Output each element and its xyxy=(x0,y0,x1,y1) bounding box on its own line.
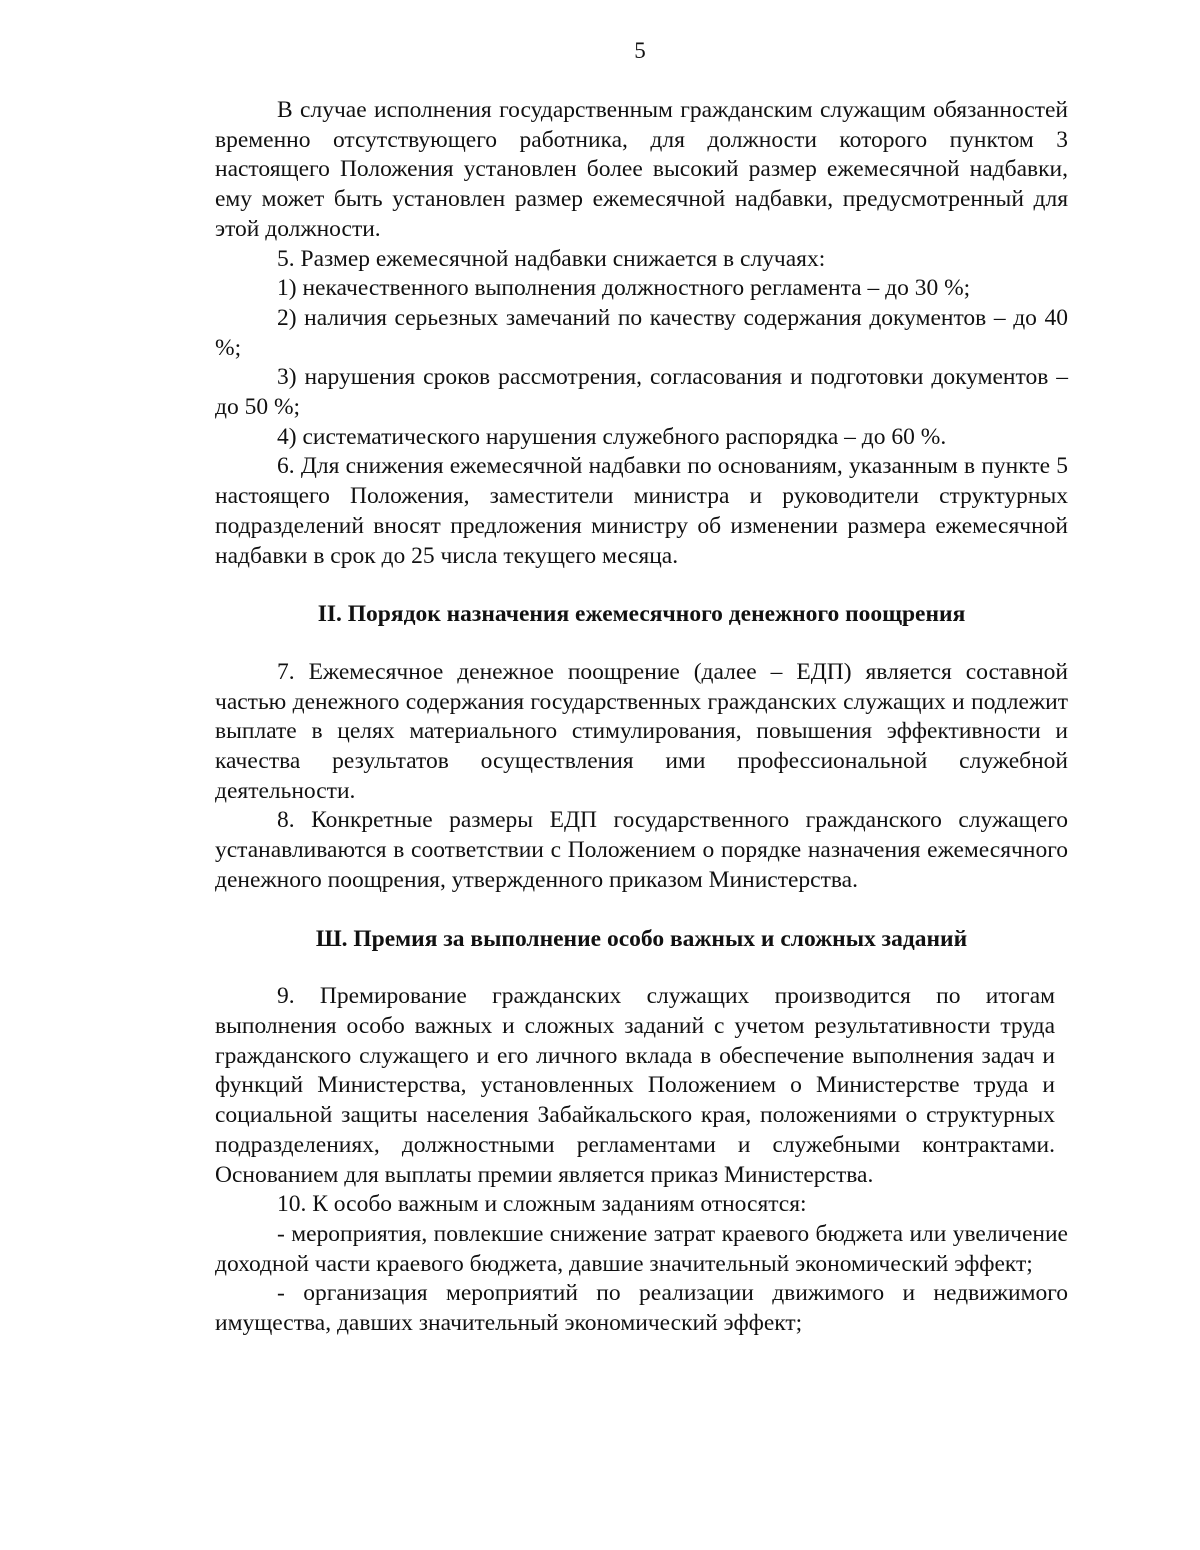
paragraph-5-item-1: 1) некачественного выполнения должностного регламента – до 30 %; xyxy=(277,275,971,302)
paragraph-5-item-2: 2) наличия серьезных замечаний по качеству содержания документов – до 40 %; xyxy=(215,304,1068,361)
paragraph-5-intro: 5. Размер ежемесячной надбавки снижается в случаях: xyxy=(277,245,826,272)
document-body xyxy=(215,96,1068,1339)
section-3-body xyxy=(215,982,1055,1220)
paragraph-7: 7. Ежемесячное денежное поощрение (далее – ЕДП) является составной частью денежного содержания государственных гражданских служащих и подлежит выплате в целях материального стимулирования, повышения эффективности и качества результатов осуществления ими профессиональной служебной деятельности. xyxy=(215,658,1068,804)
paragraph-6: 6. Для снижения ежемесячной надбавки по основаниям, указанным в пункте 5 настоящего Положения, заместители министра и руководители структурных подразделений вносят предложения министру об изменении размера ежемесячной надбавки в срок до 25 числа текущего месяца. xyxy=(215,453,1068,569)
section-3-heading: Ш. Премия за выполнение особо важных и сложных заданий xyxy=(315,925,968,952)
list-item-budget-measures: - мероприятия, повлекшие снижение затрат краевого бюджета или увеличение доходной части краевого бюджета, давшие значительный экономический эффект; xyxy=(215,1220,1068,1277)
section-2-heading: II. Порядок назначения ежемесячного денежного поощрения xyxy=(317,601,966,628)
paragraph-5-item-4: 4) систематического нарушения служебного распорядка – до 60 %. xyxy=(277,423,947,450)
page-number: 5 xyxy=(634,38,646,63)
paragraph-9: 9. Премирование гражданских служащих производится по итогам выполнения особо важных и сложных заданий с учетом результативности труда гражданского служащего и его личного вклада в обеспечение выполнения задач и функций Министерства, установленных Положением о Министерстве труда и социальной защиты населения Забайкальского края, положениями о структурных подразделениях, должностными регламентами и служебными контрактами. Основанием для выплаты премии является приказ Министерства. xyxy=(215,983,1055,1188)
paragraph-10: 10. К особо важным и сложным заданиям относятся: xyxy=(277,1191,807,1218)
list-item-property-sale: - организация мероприятий по реализации движимого и недвижимого имущества, давших значительный экономический эффект; xyxy=(215,1280,1068,1337)
paragraph-8: 8. Конкретные размеры ЕДП государственного гражданского служащего устанавливаются в соответствии с Положением о порядке назначения ежемесячного денежного поощрения, утвержденного приказом Министерства. xyxy=(215,807,1068,893)
paragraph-temporary-duties: В случае исполнения государственным гражданским служащим обязанностей временно отсутствующего работника, для должности которого пунктом 3 настоящего Положения установлен более высокий размер ежемесячной надбавки, ему может быть установлен размер ежемесячной надбавки, предусмотренный для этой должности. xyxy=(215,97,1068,242)
paragraph-5-item-3: 3) нарушения сроков рассмотрения, согласования и подготовки документов – до 50 %; xyxy=(215,364,1068,421)
